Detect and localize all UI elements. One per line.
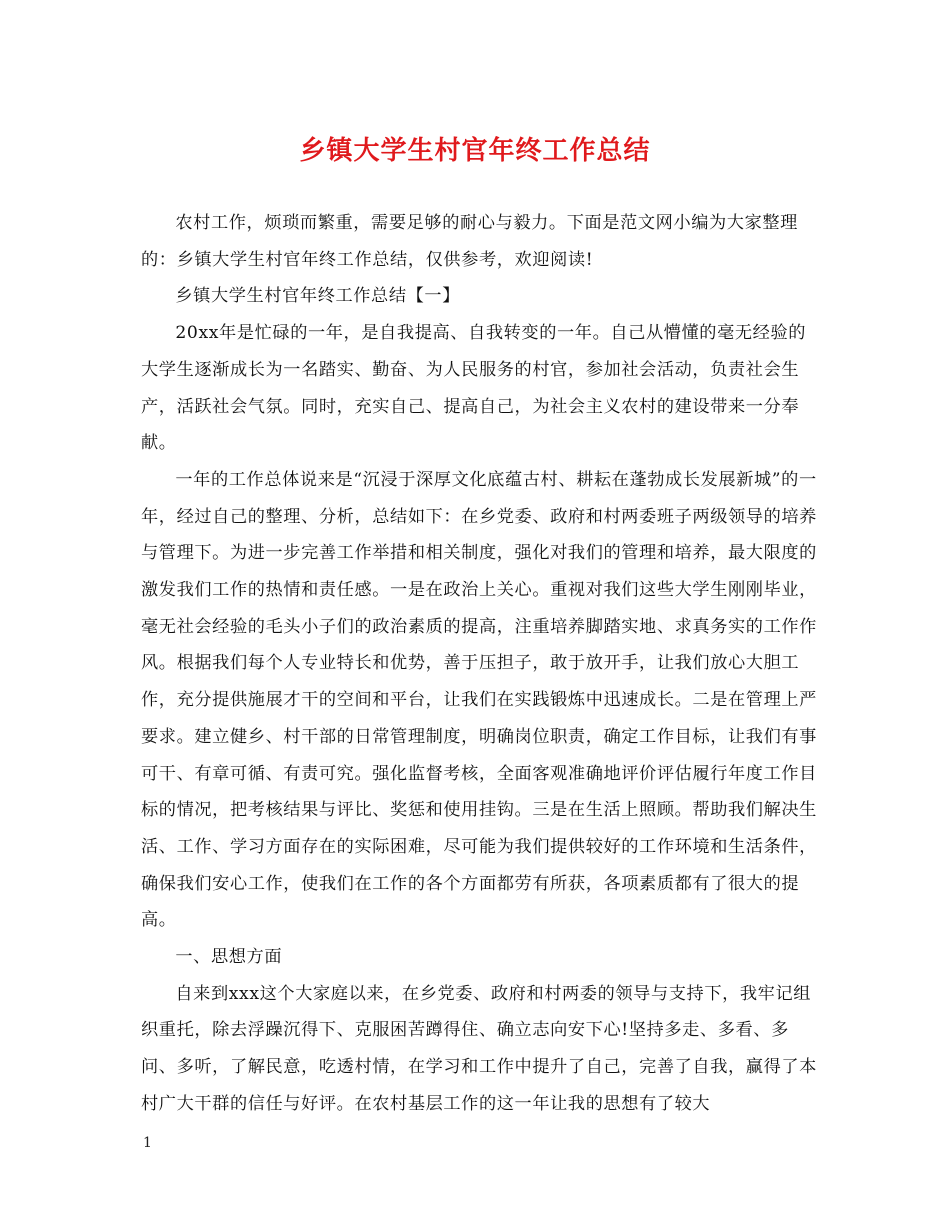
document-title: 乡镇大学生村官年终工作总结 xyxy=(299,136,651,166)
intro-paragraph: 农村工作，烦琐而繁重，需要足够的耐心与毅力。下面是范文网小编为大家整理的：乡镇大学生村官年终工作总结，仅供参考，欢迎阅读! xyxy=(141,213,798,270)
page-number: 1 xyxy=(143,1135,152,1151)
section-heading-one: 乡镇大学生村官年终工作总结【一】 xyxy=(175,286,460,307)
body-paragraph: 一年的工作总体说来是“沉浸于深厚文化底蕴古村、耕耘在蓬勃成长发展新城”的一年，经过自己的整理、分析，总结如下：在乡党委、政府和村两委班子两级领导的培养与管理下。为进一步完善工作举措和相关制度，强化对我们的管理和培养，最大限度的激发我们工作的热情和责任感。一是在政治上关心。重视对我们这些大学生刚刚毕业，毫无社会经验的毛头小子们的政治素质的提高，注重培养脚踏实地、求真务实的工作作风。根据我们每个人专业特长和优势，善于压担子，敢于放开手，让我们放心大胆工作，充分提供施展才干的空间和平台，让我们在实践锻炼中迅速成长。二是在管理上严要求。建立健乡、村干部的日常管理制度，明确岗位职责，确定工作目标，让我们有事可干、有章可循、有责可究。强化监督考核，全面客观准确地评价评估履行年度工作目标的情况，把考核结果与评比、奖惩和使用挂钩。三是在生活上照顾。帮助我们解决生活、工作、学习方面存在的实际困难，尽可能为我们提供较好的工作环境和生活条件，确保我们安心工作，使我们在工作的各个方面都劳有所获，各项素质都有了很大的提高。 xyxy=(141,469,817,931)
body-paragraph: 自来到xxx这个大家庭以来，在乡党委、政府和村两委的领导与支持下，我牢记组织重托，除去浮躁沉得下、克服困苦蹲得住、确立志向安下心!坚持多走、多看、多问、多听，了解民意，吃透村情，在学习和工作中提升了自己，完善了自我，赢得了本村广大干群的信任与好评。在农村基层工作的这一年让我的思想有了较大 xyxy=(141,983,817,1114)
document-body xyxy=(141,205,821,1123)
body-paragraph: 20xx年是忙碌的一年，是自我提高、自我转变的一年。自己从懵懂的毫无经验的大学生逐渐成长为一名踏实、勤奋、为人民服务的村官，参加社会活动，负责社会生产，活跃社会气氛。同时，充实自己、提高自己，为社会主义农村的建设带来一分奉献。 xyxy=(141,323,807,454)
subheading-thought: 一、思想方面 xyxy=(175,947,283,968)
